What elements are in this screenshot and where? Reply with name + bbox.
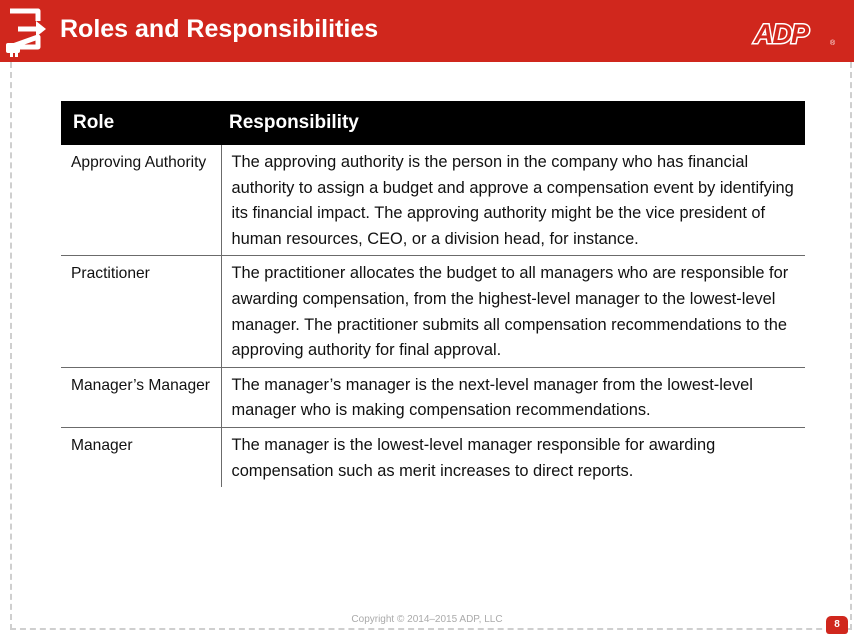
adp-logo — [750, 18, 840, 48]
table-row — [61, 256, 805, 367]
table-row — [61, 427, 805, 487]
header-bar — [0, 0, 854, 62]
column-header-responsibility: Responsibility — [221, 101, 805, 145]
column-header-role: Role — [61, 101, 221, 145]
roles-table-container — [61, 101, 805, 487]
svg-text:®: ® — [830, 40, 836, 47]
responsibility-cell: The manager’s manager is the next-level manager from the lowest-level manager who is making compensation recommendations. — [221, 367, 805, 427]
table-header-row — [61, 101, 805, 145]
svg-text:ADP: ADP — [754, 19, 809, 48]
page-number-badge: 8 — [826, 616, 848, 634]
exit-door-arrow-icon — [4, 7, 50, 57]
slide-title: Roles and Responsibilities — [60, 15, 379, 43]
role-cell: Approving Authority — [61, 145, 221, 256]
roles-table — [61, 101, 805, 487]
table-row — [61, 145, 805, 256]
responsibility-cell: The approving authority is the person in the company who has financial authority to assign a budget and approve a compensation event by identifying its financial impact. The approving authority might be the vice president of human resources, CEO, or a division head, for instance. — [221, 145, 805, 256]
responsibility-cell: The practitioner allocates the budget to all managers who are responsible for awarding compensation, from the highest-level manager to the lowest-level manager. The practitioner submits all compensation recommendations to the approving authority for final approval. — [221, 256, 805, 367]
role-cell: Practitioner — [61, 256, 221, 367]
role-cell: Manager’s Manager — [61, 367, 221, 427]
role-cell: Manager — [61, 427, 221, 487]
table-row — [61, 367, 805, 427]
copyright-footer: Copyright © 2014–2015 ADP, LLC — [351, 614, 503, 625]
responsibility-cell: The manager is the lowest-level manager responsible for awarding compensation such as merit increases to direct reports. — [231, 435, 716, 480]
